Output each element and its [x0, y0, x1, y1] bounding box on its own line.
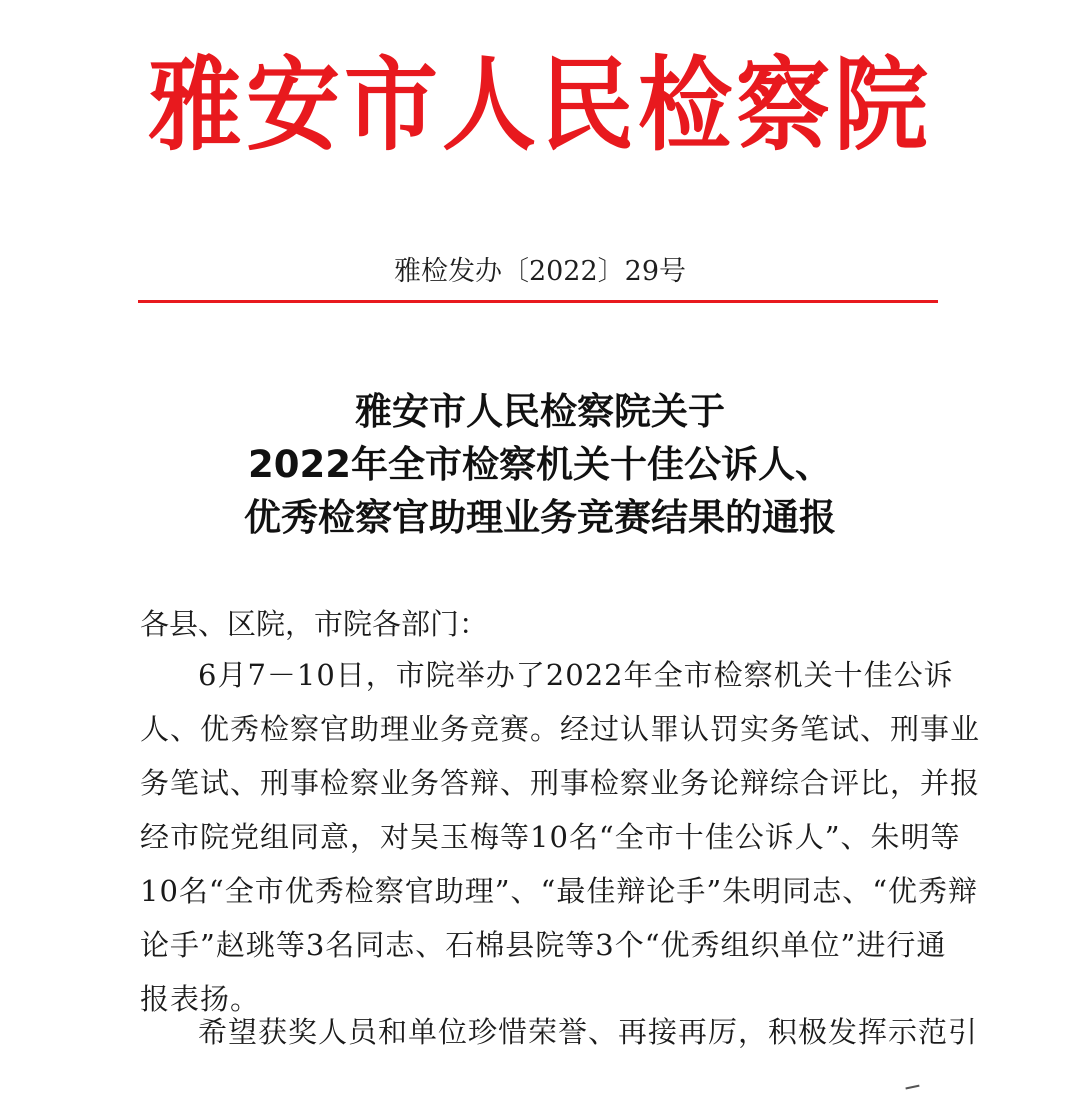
salutation: 各县、区院，市院各部门： [140, 607, 489, 641]
paragraph-line: 经市院党组同意，对吴玉梅等10名“全市十佳公诉人”、朱明等 [140, 820, 961, 854]
paragraph-line: 6月7－10日，市院举办了2022年全市检察机关十佳公诉 [198, 658, 954, 692]
red-separator-line [138, 300, 938, 303]
document-number: 雅检发办〔2022〕29号 [393, 256, 687, 287]
title-line-1: 雅安市人民检察院关于 [355, 390, 725, 433]
agency-masthead: 雅安市人民检察院 [147, 47, 932, 166]
title-line-3: 优秀检察官助理业务竞赛结果的通报 [244, 496, 836, 539]
paragraph-line: 人、优秀检察官助理业务竞赛。经过认罪认罚实务笔试、刑事业 [140, 712, 981, 746]
paragraph-line: 务笔试、刑事检察业务答辩、刑事检察业务论辩综合评比，并报 [140, 766, 981, 800]
paragraph-1 [140, 648, 981, 1026]
paragraph-line: 希望获奖人员和单位珍惜荣誉、再接再厉，积极发挥示范引 [198, 1015, 979, 1049]
paragraph-line: 报表扬。 [140, 982, 261, 1016]
paragraph-line: 论手”赵珧等3名同志、石棉县院等3个“优秀组织单位”进行通 [140, 928, 947, 962]
title-line-2: 2022年全市检察机关十佳公诉人、 [248, 443, 832, 486]
document-title [0, 385, 1080, 544]
paragraph-line: 10名“全市优秀检察官助理”、“最佳辩论手”朱明同志、“优秀辩 [140, 874, 979, 908]
paragraph-2 [140, 1008, 979, 1062]
